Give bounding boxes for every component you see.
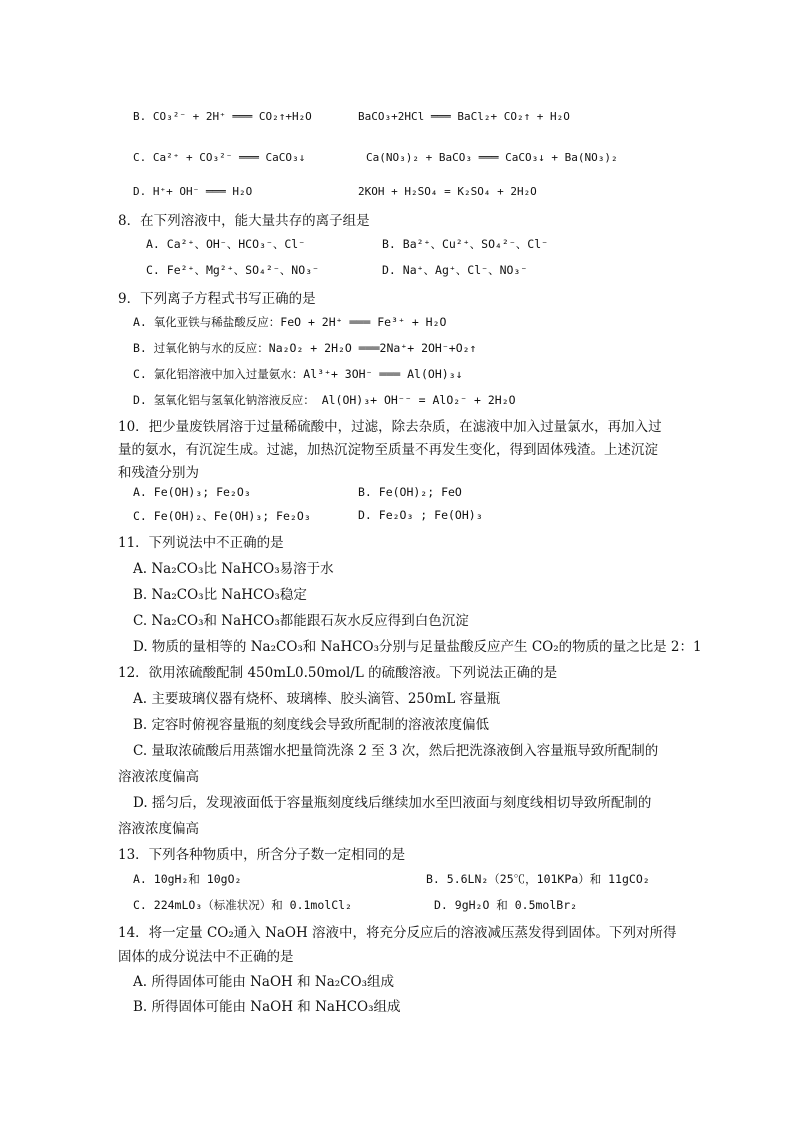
q8-option-d: D. Na⁺、Ag⁺、Cl⁻、NO₃⁻ — [382, 263, 528, 277]
q10-stem-line3: 和残渣分别为 — [118, 465, 199, 481]
q9-stem: 9．下列离子方程式书写正确的是 — [118, 291, 316, 307]
q10-option-d: D. Fe₂O₃ ; Fe(OH)₃ — [358, 508, 483, 522]
prev-option-b-left: B. CO₃²⁻ + 2H⁺ ═══ CO₂↑+H₂O — [133, 110, 312, 123]
q14-stem-line1: 14．将一定量 CO₂通入 NaOH 溶液中，将充分反应后的溶液减压蒸发得到固体。下列对所得 — [118, 925, 677, 941]
q13-option-d: D. 9gH₂O 和 0.5molBr₂ — [434, 898, 578, 912]
q12-stem: 12．欲用浓硫酸配制 450mL0.50mol/L 的硫酸溶液。下列说法正确的是 — [118, 665, 558, 681]
q8-option-a: A. Ca²⁺、OH⁻、HCO₃⁻、Cl⁻ — [146, 237, 306, 251]
q12-option-c-line1: C. 量取浓硫酸后用蒸馏水把量筒洗涤 2 至 3 次，然后把洗涤液倒入容量瓶导致所配制的 — [133, 743, 659, 759]
q13-option-b: B. 5.6LN₂（25℃，101KPa）和 11gCO₂ — [426, 872, 650, 886]
q14-option-a: A. 所得固体可能由 NaOH 和 Na₂CO₃组成 — [133, 974, 394, 990]
q10-stem-line2: 量的氨水，有沉淀生成。过滤，加热沉淀物至质量不再发生变化，得到固体残渣。上述沉淀 — [118, 442, 658, 458]
q11-stem: 11．下列说法中不正确的是 — [118, 535, 284, 551]
q11-option-b: B. Na₂CO₃比 NaHCO₃稳定 — [133, 587, 307, 603]
q12-option-d-line2: 溶液浓度偏高 — [118, 821, 199, 837]
q13-option-c: C. 224mLO₃（标准状况）和 0.1molCl₂ — [133, 898, 352, 912]
q8-stem: 8．在下列溶液中，能大量共存的离子组是 — [118, 213, 370, 229]
q14-stem-line2: 固体的成分说法中不正确的是 — [118, 949, 294, 965]
q12-option-b: B. 定容时俯视容量瓶的刻度线会导致所配制的溶液浓度偏低 — [133, 717, 490, 733]
q10-option-c: C. Fe(OH)₂、Fe(OH)₃; Fe₂O₃ — [133, 509, 311, 523]
q10-option-a: A. Fe(OH)₃; Fe₂O₃ — [133, 485, 251, 499]
q9-option-d: D. 氢氧化铝与氢氧化钠溶液反应： Al(OH)₃+ OH⁻⁻ = AlO₂⁻ + 2H₂O — [133, 393, 516, 407]
q12-option-d-line1: D. 摇匀后，发现液面低于容量瓶刻度线后继续加水至凹液面与刻度线相切导致所配制的 — [133, 795, 652, 811]
q9-option-b: B. 过氧化钠与水的反应：Na₂O₂ + 2H₂O ═══2Na⁺+ 2OH⁻+O₂↑ — [133, 341, 477, 355]
prev-option-c-left: C. Ca²⁺ + CO₃²⁻ ═══ CaCO₃↓ — [133, 151, 306, 164]
q9-option-a: A. 氧化亚铁与稀盐酸反应：FeO + 2H⁺ ═══ Fe³⁺ + H₂O — [133, 315, 447, 329]
q10-option-b: B. Fe(OH)₂; FeO — [358, 485, 462, 499]
q13-option-a: A. 10gH₂和 10gO₂ — [133, 872, 242, 886]
q8-option-b: B. Ba²⁺、Cu²⁺、SO₄²⁻、Cl⁻ — [382, 237, 549, 251]
prev-option-b-right: BaCO₃+2HCl ═══ BaCl₂+ CO₂↑ + H₂O — [358, 110, 570, 123]
q13-stem: 13．下列各种物质中，所含分子数一定相同的是 — [118, 847, 406, 863]
prev-option-d-left: D. H⁺+ OH⁻ ═══ H₂O — [133, 185, 253, 198]
q11-option-a: A. Na₂CO₃比 NaHCO₃易溶于水 — [133, 561, 334, 577]
q10-stem-line1: 10．把少量废铁屑溶于过量稀硫酸中，过滤，除去杂质，在滤液中加入过量氯水，再加入过 — [118, 419, 662, 435]
q14-option-b: B. 所得固体可能由 NaOH 和 NaHCO₃组成 — [133, 999, 401, 1015]
q12-option-a: A. 主要玻璃仪器有烧杯、玻璃棒、胶头滴管、250mL 容量瓶 — [133, 691, 501, 707]
q12-option-c-line2: 溶液浓度偏高 — [118, 769, 199, 785]
q9-option-c: C. 氯化铝溶液中加入过量氨水：Al³⁺+ 3OH⁻ ═══ Al(OH)₃↓ — [133, 367, 463, 381]
q11-option-c: C. Na₂CO₃和 NaHCO₃都能跟石灰水反应得到白色沉淀 — [133, 613, 469, 629]
q8-option-c: C. Fe²⁺、Mg²⁺、SO₄²⁻、NO₃⁻ — [146, 263, 319, 277]
q11-option-d: D. 物质的量相等的 Na₂CO₃和 NaHCO₃分别与足量盐酸反应产生 CO₂的物质的量之比是 2：1 — [133, 639, 702, 655]
prev-option-d-right: 2KOH + H₂SO₄ = K₂SO₄ + 2H₂O — [358, 185, 537, 198]
prev-option-c-right: Ca(NO₃)₂ + BaCO₃ ═══ CaCO₃↓ + Ba(NO₃)₂ — [366, 151, 618, 164]
